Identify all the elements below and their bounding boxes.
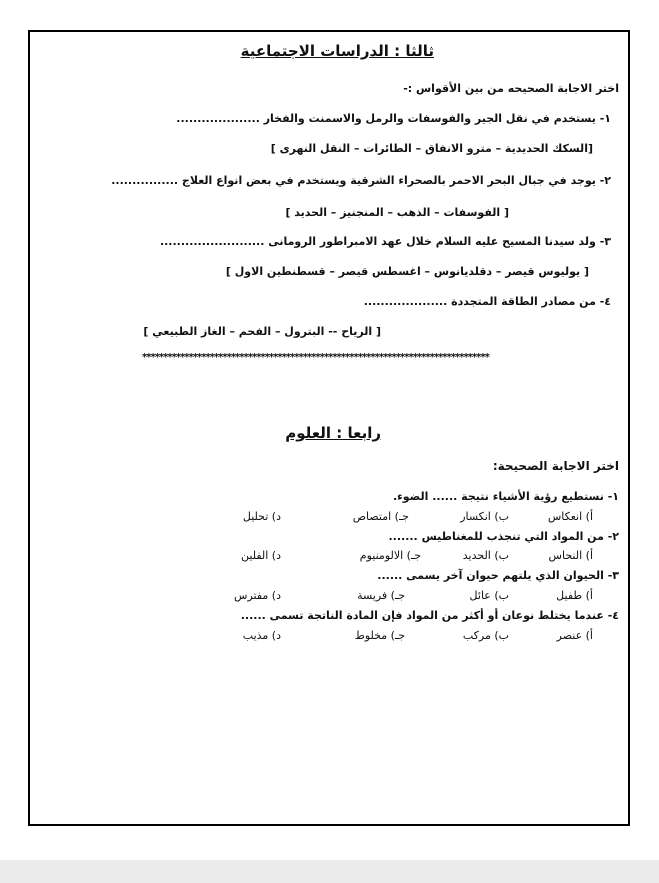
science-q2-option-b: ب) الحديد	[462, 549, 509, 562]
science-q2-option-a: أ) النحاس	[548, 549, 593, 562]
science-q4-option-b: ب) مركب	[462, 629, 509, 642]
science-q2-option-c: جـ) الالومنيوم	[359, 549, 421, 562]
social-question-2: ٢- يوجد في جبال البحر الاحمر بالصحراء الشرقية ويستخدم في بعض انواع العلاج ................	[111, 174, 611, 187]
science-q4-option-c: جـ) مخلوط	[354, 629, 405, 642]
science-q1-option-a: أ) انعكاس	[547, 510, 593, 523]
science-q4-option-a: أ) عنصر	[556, 629, 593, 642]
social-choices-3: [ يوليوس قيصر – دقلديانوس – اغسطس قيصر – قسطنطين الاول ]	[225, 265, 589, 278]
social-question-1: ١- يستخدم في نقل الجير والفوسفات والرمل والاسمنت والفخار ....................	[176, 112, 611, 125]
science-q1-option-c: جـ) امتصاص	[352, 510, 409, 523]
science-question-1: ١- نستطيع رؤية الأشياء نتيجة ...... الضوء.	[392, 490, 619, 503]
social-studies-title: ثالثا : الدراسات الاجتماعية	[240, 42, 434, 60]
social-question-3: ٣- ولد سيدنا المسيح عليه السلام خلال عهد الامبراطور الرومانى .........................	[159, 235, 611, 248]
science-q3-option-a: أ) طفيل	[556, 589, 593, 602]
social-choices-2: [ الفوسفات – الذهب – المنجنيز – الحديد ]	[285, 206, 509, 219]
science-q1-option-d: د) تحليل	[242, 510, 281, 523]
section-separator: **********************************************************************************	[142, 352, 489, 363]
social-instruction: اختر الاجابة الصحيحه من بين الأقواس :-	[403, 82, 619, 95]
science-q3-option-d: د) مفترس	[234, 589, 281, 602]
science-q1-option-b: ب) انكسار	[460, 510, 509, 523]
social-question-4: ٤- من مصادر الطاقة المتجددة ....................	[363, 295, 611, 308]
science-q4-option-d: د) مذيب	[242, 629, 281, 642]
science-title: رابعا : العلوم	[285, 424, 381, 442]
science-instruction: اختر الاجابة الصحيحة:	[492, 459, 619, 473]
science-question-4: ٤- عندما يختلط نوعان أو أكثر من المواد فإن المادة الناتجة تسمى ......	[240, 609, 619, 622]
science-question-3: ٣- الحيوان الذي يلتهم حيوان آخر يسمى ......	[377, 569, 619, 582]
science-q3-option-c: جـ) فريسة	[357, 589, 405, 602]
bottom-strip	[0, 860, 659, 883]
science-q3-option-b: ب) عائل	[469, 589, 509, 602]
science-question-2: ٢- من المواد التي تنجذب للمغناطيس .......	[388, 530, 619, 543]
science-q2-option-d: د) الفلين	[241, 549, 281, 562]
social-choices-4: [ الرياح -- البترول – الفحم – الغاز الطبيعي ]	[143, 325, 381, 338]
social-choices-1: [السكك الحديدية – مترو الانفاق – الطائرات – النقل النهرى ]	[270, 142, 593, 155]
